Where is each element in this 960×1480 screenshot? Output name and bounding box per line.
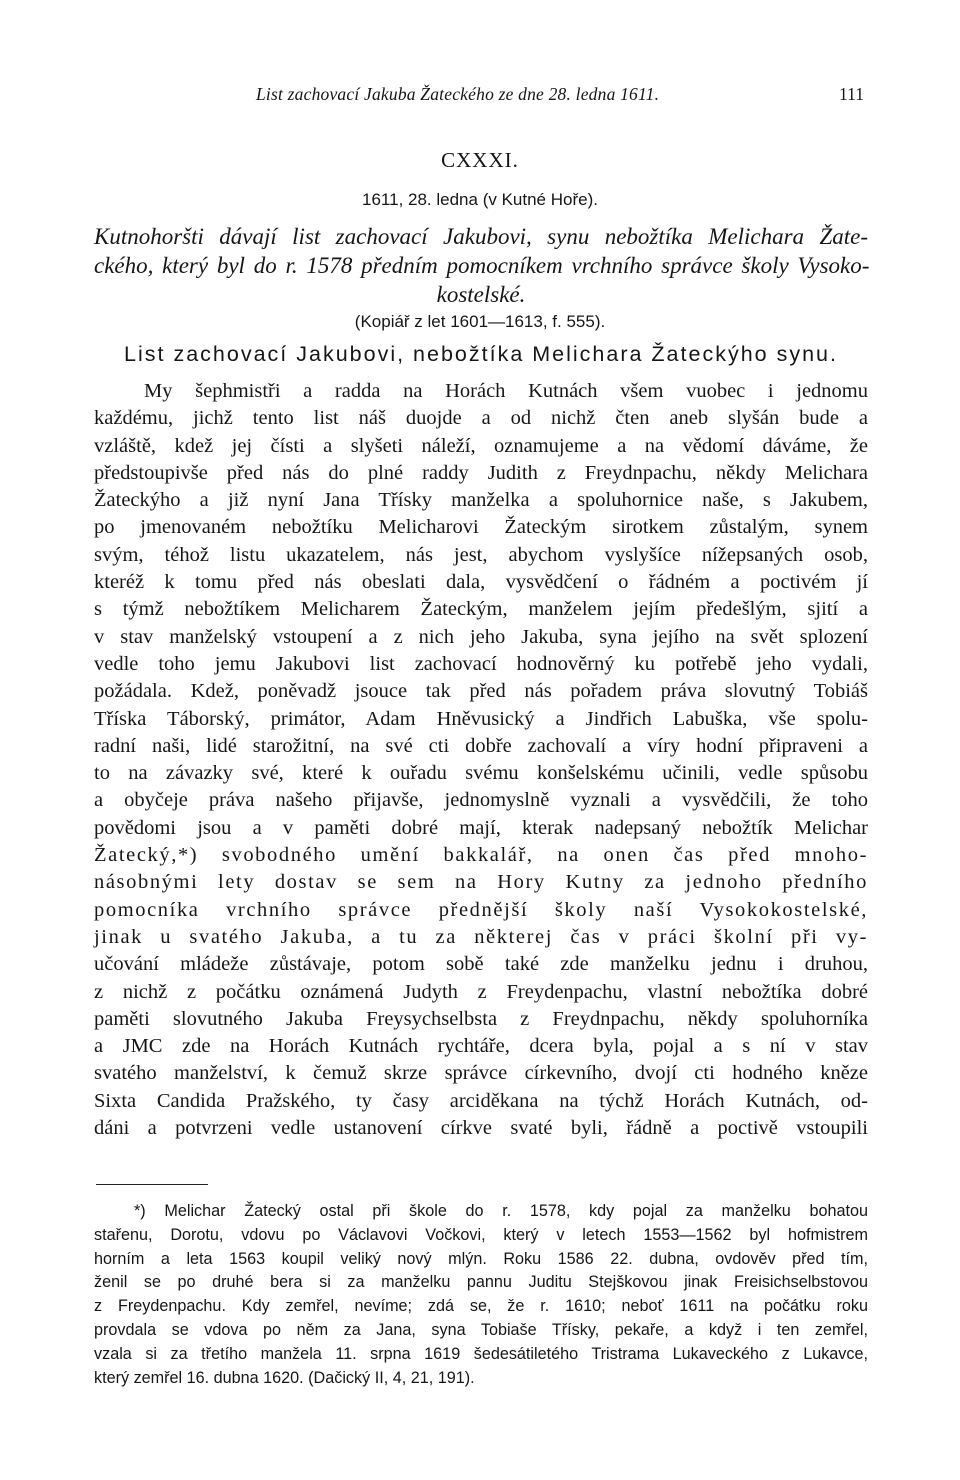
body-line: s týmž nebožtíkem Melicharem Žateckým, manželem jejím předešlým, sjití a (94, 598, 868, 621)
body-line: to na závazky své, které k ouřadu svému konšelskému učinili, vedle spůsobu (94, 762, 868, 785)
body-line: My šephmistři a radda na Horách Kutnách všem vuobec i jednomu (144, 380, 868, 402)
footnote-line: který zemřel 16. dubna 1620. (Dačický II, 4, 21, 191). (94, 1368, 475, 1387)
body-line: kteréž k tomu před nás obeslati dala, vysvědčení o řádném a poctivém jí (94, 571, 868, 594)
document-heading: List zachovací Jakubovi, nebožtíka Melichara Žateckýho synu. (124, 342, 838, 366)
body-line: svým, téhož listu ukazatelem, nás jest, abychom vyslyšíce nížepsaných osob, (94, 543, 868, 566)
running-title: List zachovací Jakuba Žateckého ze dne 28. ledna 1611. (256, 84, 660, 104)
body-line: jinak u svatého Jakuba, a tu za některej čas v práci školní při vy- (94, 925, 868, 948)
body-line: násobnými lety dostav se sem na Hory Kutny za jednoho předního (94, 871, 868, 894)
body-line: po jmenovaném nebožtíku Melicharovi Žateckým sirotkem zůstalým, synem (94, 516, 868, 539)
footnote-line: horním a leta 1563 koupil veliký nový mlýn. Roku 1586 22. dubna, ovdověv před tím, (94, 1249, 868, 1268)
body-line: požádala. Kdež, poněvadž jsouce tak před nás pořadem práva slovutný Tobiáš (94, 680, 868, 703)
body-line: v stav manželský vstoupení a z nich jeho Jakuba, syna jejího na svět splození (94, 625, 868, 648)
body-line: Sixta Candida Pražského, ty časy arciděkana na týchž Horách Kutnách, od- (94, 1089, 868, 1112)
body-line: učování mládeže zůstávaje, potom sobě také zde manželku jednu i druhou, (94, 953, 868, 976)
body-line: každému, jichž tento list náš duojde a od nichž čten aneb slyšán bude a (94, 407, 868, 430)
body-line: z nichž z počátku oznámená Judyth z Freydenpachu, vlastní nebožtíka dobré (94, 980, 868, 1003)
body-line: předstoupivše před nás do plné raddy Judith z Freydnpachu, někdy Melichara (94, 461, 868, 484)
body-line: Žatecký,*) svobodného umění bakkalář, na onen čas před mnoho- (94, 844, 868, 867)
document-regest (94, 222, 868, 309)
footnote-line: ženil se po druhé bera si za manželku pannu Juditu Stejškovou jinak Freisichselbstovou (94, 1273, 868, 1292)
footnote-line: provdala se vdova po něm za Jana, syna Tobiaše Třísky, pekaře, a když i ten zemřel, (94, 1320, 868, 1339)
body-line: svatého manželství, k čemuž skrze správce církevního, dvojí cti hodného kněze (94, 1062, 868, 1085)
regest-line: kostelské. (436, 282, 526, 307)
body-line: Tříska Táborský, primátor, Adam Hněvusický a Jindřich Labuška, vše spolu- (94, 707, 868, 730)
footnote-line: z Freydenpachu. Kdy zemřel, nevíme; zdá se, že r. 1610; neboť 1611 na počátku roku (94, 1297, 868, 1316)
document-number: CXXXI. (441, 148, 519, 172)
regest-line: Kutnohoršti dávají list zachovací Jakubovi, synu nebožtíka Melichara Žate- (94, 224, 868, 249)
body-line: vzláště, kdež jej čísti a slyšeti náleží, oznamujeme a na vědomí dáváme, že (94, 434, 868, 457)
body-line: dáni a potvrzeni vedle ustanovení církve svaté byli, řádně a poctivě vstoupili (94, 1117, 868, 1140)
footnote-line: stařenu, Dorotu, vdovu po Václavovi Vočkovi, který v letech 1553—1562 byl hofmistrem (94, 1225, 868, 1244)
document-dateline: 1611, 28. ledna (v Kutné Hoře). (362, 190, 598, 209)
body-text (94, 378, 868, 1142)
body-line: a obyčeje práva našeho přijavše, jednomyslně vyznali a vysvědčili, že toho (94, 789, 868, 812)
body-line: vedle toho jemu Jakubovi list zachovací hodnověrný ku potřebě jeho vydali, (94, 652, 868, 675)
body-line: paměti slovutného Jakuba Freysychselbsta z Freydnpachu, někdy spoluhorníka (94, 1007, 868, 1030)
body-line: pomocníka vrchního správce přednější školy naší Vysokokostelské, (94, 898, 868, 921)
body-line: a JMC zde na Horách Kutnách rychtáře, dcera byla, pojal a s ní v stav (94, 1035, 868, 1058)
body-line: Žateckýho a již nyní Jana Třísky manželka a spoluhornice naše, s Jakubem, (94, 489, 868, 512)
footnote-divider (96, 1184, 208, 1185)
body-line: povědomi jsou a v paměti dobré mají, kterak nadepsaný nebožtík Melichar (94, 816, 868, 839)
page-number: 111 (839, 84, 864, 104)
footnote-line: vzala si za třetího manžela 11. srpna 1619 šedesátiletého Tristrama Lukaveckého z Lukavce, (94, 1344, 868, 1363)
footnote-line: *) Melichar Žatecký ostal při škole do r. 1578, kdy pojal za manželku bohatou (134, 1202, 868, 1220)
regest-line: ckého, který byl do r. 1578 předním pomocníkem vrchního správce školy Vysoko- (94, 253, 870, 278)
running-head (96, 84, 864, 108)
footnotes (94, 1200, 868, 1390)
body-line: radní naši, lidé starožitní, na své cti dobře zachovalí a víry hodní připraveni a (94, 734, 868, 757)
source-note: (Kopiář z let 1601—1613, f. 555). (354, 312, 606, 331)
